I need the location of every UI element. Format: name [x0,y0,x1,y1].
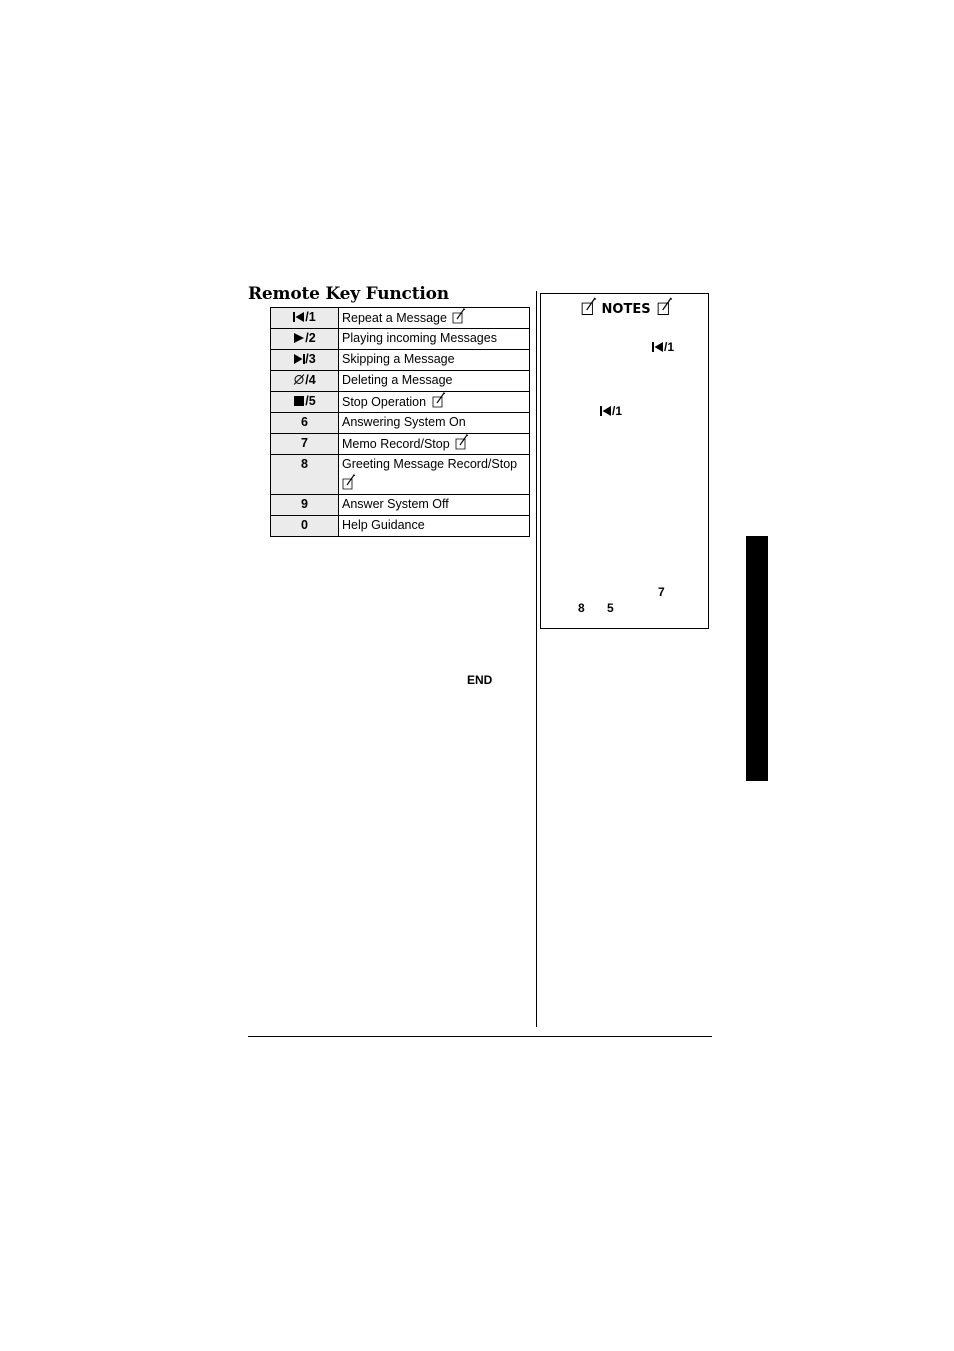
function-cell [339,371,530,392]
function-cell [339,455,530,495]
function-cell [339,413,530,434]
notes-key-ref [600,404,622,418]
key-cell [271,371,339,392]
key-cell [271,329,339,350]
key-cell [271,434,339,455]
table-row [271,495,530,516]
key-label: 9 [301,497,308,511]
function-label: Help Guidance [342,518,425,532]
key-label: /4 [305,373,316,387]
skip-back-icon [293,312,305,322]
table-row [271,392,530,413]
note-pencil-icon [581,297,597,316]
key-label: /5 [305,394,316,408]
function-label: Repeat a Message [342,311,447,325]
notes-key-ref [652,340,674,354]
note-pencil-icon [432,392,446,408]
notes-heading [579,297,673,317]
function-cell [339,434,530,455]
table-row [271,455,530,495]
function-label: Playing incoming Messages [342,331,497,345]
note-pencil-icon [455,434,469,450]
function-cell [339,350,530,371]
notes-box [540,293,709,629]
end-key-text: END [467,673,493,687]
delete-icon [293,374,305,385]
skip-back-icon [600,406,612,416]
key-label: /3 [305,352,316,366]
function-label: Answering System On [342,415,466,429]
notes-key-ref: 5 [607,601,614,615]
skip-back-icon [652,342,664,352]
table-row [271,413,530,434]
table-row [271,434,530,455]
key-label: 0 [301,518,308,532]
key-cell [271,413,339,434]
notes-key-ref: 7 [658,585,665,599]
notes-key-label: /1 [664,340,675,354]
function-label: Stop Operation [342,395,427,409]
key-cell [271,350,339,371]
table-row [271,516,530,537]
key-cell [271,308,339,329]
function-label: Deleting a Message [342,373,453,387]
key-cell [271,516,339,537]
function-label: Greeting Message Record/Stop [342,457,518,471]
notes-key-ref: 8 [578,601,585,615]
function-label: Answer System Off [342,497,449,511]
key-label: /1 [305,310,316,324]
function-cell [339,495,530,516]
stop-icon [293,396,305,406]
footer-rule [248,1036,712,1037]
section-tab [746,536,768,781]
skip-forward-icon [293,354,305,364]
function-label: Skipping a Message [342,352,455,366]
notes-title: NOTES [601,302,651,317]
key-label: 8 [301,457,308,471]
column-divider [536,291,537,1027]
key-cell [271,392,339,413]
function-cell [339,516,530,537]
key-cell [271,455,339,495]
remote-key-table [270,307,530,537]
key-label: /2 [305,331,316,345]
table-row [271,350,530,371]
key-cell [271,495,339,516]
note-pencil-icon [342,474,356,490]
key-label: 6 [301,415,308,429]
play-icon [293,333,305,343]
function-cell [339,392,530,413]
table-row [271,329,530,350]
key-label: 7 [301,436,308,450]
table-row [271,308,530,329]
table-row [271,371,530,392]
function-cell [339,329,530,350]
function-label: Memo Record/Stop [342,437,450,451]
function-cell [339,308,530,329]
section-heading: Remote Key Function [248,284,449,304]
note-pencil-icon [657,297,673,316]
notes-key-label: /1 [612,404,623,418]
note-pencil-icon [452,308,466,324]
